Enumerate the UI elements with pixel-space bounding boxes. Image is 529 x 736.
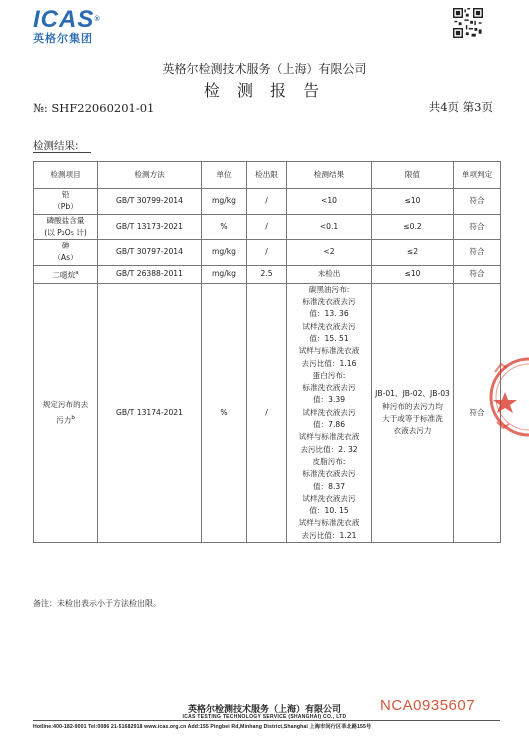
company-name: 英格尔检测技术服务（上海）有限公司 (162, 62, 367, 76)
section-title: 检测结果: (33, 140, 79, 152)
cell-unit: mg/kg (202, 265, 247, 283)
footer-contacts: Hotline:400-182-9001 Tel:0086 21-51682918 www.icas.org.cn Add:155 Pingbei Rd,Minhang District,Shanghai 上海市闵行区莘北路155号 (33, 724, 372, 730)
results-table (33, 161, 501, 543)
cell-method: GB/T 30799-2014 (98, 189, 202, 215)
cell-verdict: 符合 (454, 189, 501, 215)
header-item: 检测项目 (34, 162, 98, 189)
header-unit: 单位 (202, 162, 247, 189)
cell-verdict: 符合 (454, 265, 501, 283)
page-info: 共4页 第3页 (428, 100, 493, 114)
footer-company-cn: 英格尔检测技术服务（上海）有限公司 (187, 705, 341, 715)
cell-detection-limit: 2.5 (247, 265, 287, 283)
table-row (34, 283, 501, 542)
cell-verdict: 符合 (454, 240, 501, 266)
nca-serial-number: NCA0935607 (380, 697, 476, 714)
table-row (34, 214, 501, 240)
cell-unit: mg/kg (202, 189, 247, 215)
report-number: №: SHF22060201-01 (33, 101, 155, 115)
logo-brand: ICAS® (33, 6, 101, 33)
cell-detection-limit: / (247, 240, 287, 266)
cell-unit: % (202, 214, 247, 240)
logo-name-cn: 英格尔集团 (33, 32, 93, 45)
cell-limit: ≤0.2 (372, 214, 454, 240)
cell-method: GB/T 30797-2014 (98, 240, 202, 266)
cell-verdict: 符合 (454, 283, 501, 542)
cell-limit: ≤10 (372, 265, 454, 283)
cell-item: 铅 （Pb） (34, 189, 98, 215)
table-row (34, 265, 501, 283)
table-header-row (34, 162, 501, 189)
cell-unit: mg/kg (202, 240, 247, 266)
section-underline (33, 152, 91, 153)
cell-method: GB/T 26388-2011 (98, 265, 202, 283)
cell-result: <0.1 (287, 214, 372, 240)
header-verdict: 单项判定 (454, 162, 501, 189)
cell-item: 磷酸盐含量 (以 P₂O₅ 计) (34, 214, 98, 240)
company-logo (33, 8, 113, 46)
footer-company-en: ICAS TESTING TECHNOLOGY SERVICE (SHANGHAI) CO., LTD (182, 714, 347, 720)
cell-unit: % (202, 283, 247, 542)
cell-result-detail: 碳黑油污布: 标准洗衣液去污 值：13. 36 试样洗衣液去污 值：15. 51 试样与标准洗衣液 去污比值：1.16 蛋白污布: 标准洗衣液去污 值：3.39 试样洗衣液去污 值：7.86 试样与标准洗衣液 去污比值：2. 32 皮脂污布: 标准洗衣液去污 值：8.37 试样洗衣液去污 值：10. 15 试样与标准洗衣液 去污比值：1.21 (287, 283, 372, 542)
header-method: 检测方法 (98, 162, 202, 189)
qr-code-icon (453, 8, 483, 38)
document-title: 检 测 报 告 (203, 81, 326, 100)
cell-detection-limit: / (247, 283, 287, 542)
cell-method: GB/T 13174-2021 (98, 283, 202, 542)
footer-divider (33, 720, 500, 721)
cell-limit: ≤2 (372, 240, 454, 266)
cell-item: 规定污布的去 污力$^b$ (34, 283, 98, 542)
cell-result: <2 (287, 240, 372, 266)
header-detection-limit: 检出限 (247, 162, 287, 189)
cell-method: GB/T 13173-2021 (98, 214, 202, 240)
company-seal-stamp (487, 342, 529, 452)
cell-item: 砷 （As） (34, 240, 98, 266)
cell-detection-limit: / (247, 214, 287, 240)
header-limit: 限值 (372, 162, 454, 189)
cell-detection-limit: / (247, 189, 287, 215)
table-row (34, 189, 501, 215)
header-result: 检测结果 (287, 162, 372, 189)
cell-result: <10 (287, 189, 372, 215)
cell-item: 二噁烷$^a$ (34, 265, 98, 283)
cell-result: 未检出 (287, 265, 372, 283)
cell-verdict: 符合 (454, 214, 501, 240)
remark-note: 备注：未检出表示小于方法检出限。 (33, 599, 161, 608)
cell-limit: ≤10 (372, 189, 454, 215)
table-row (34, 240, 501, 266)
cell-limit-detail: JB-01、JB-02、JB-03 种污布的去污力均 大于或等于标准洗 衣液去污力 (372, 283, 454, 542)
